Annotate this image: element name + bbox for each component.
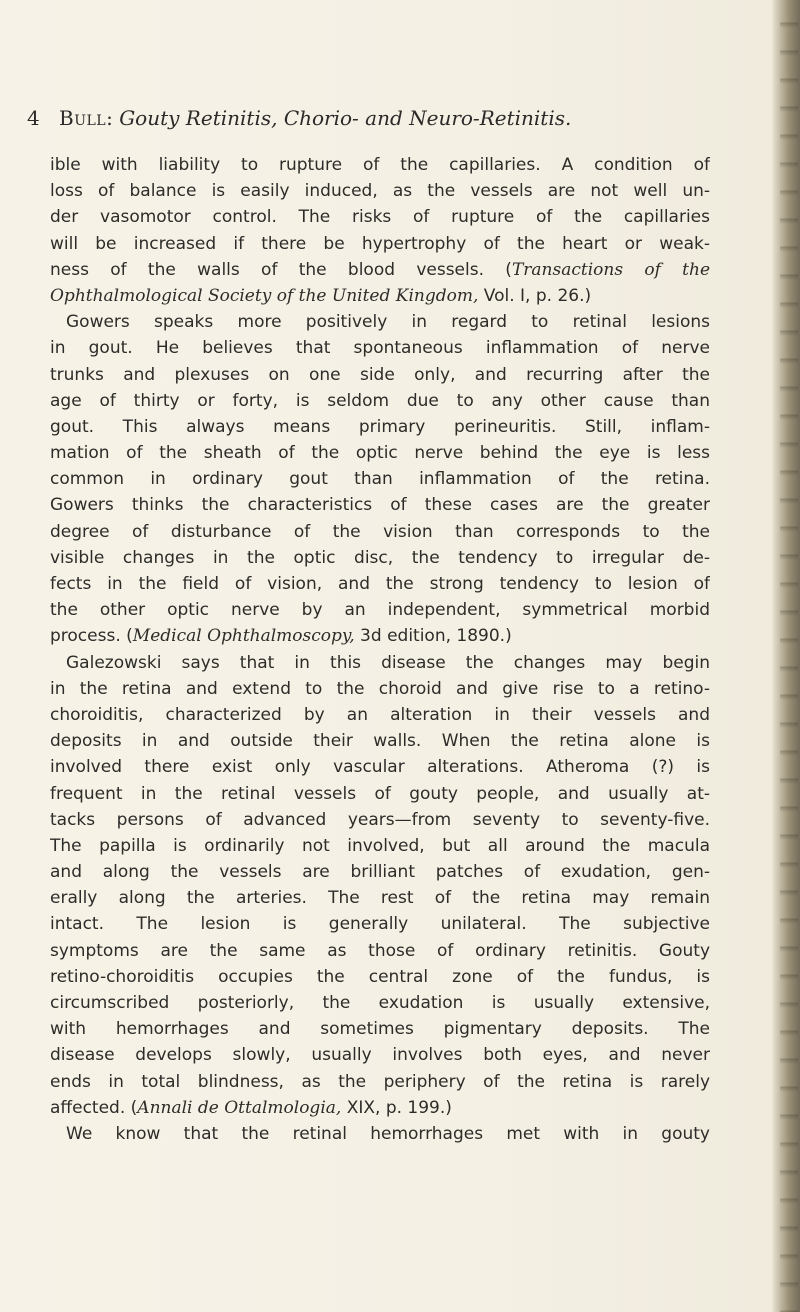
text-segment: in the retina and extend to the choroid and give rise to a retino-	[50, 678, 710, 699]
text-segment: circumscribed posteriorly, the exudation is usually extensive,	[50, 993, 710, 1013]
citation-italic: Annali de Ottalmologia,	[137, 1097, 342, 1118]
text-line	[50, 335, 710, 361]
text-segment: intact. The lesion is generally unilateral. The subjective	[50, 914, 710, 935]
text-segment: XIX, p. 199.)	[341, 1097, 452, 1118]
body-text	[50, 152, 710, 1147]
text-segment: deposits in and outside their walls. When the retina alone is	[50, 731, 710, 752]
text-segment: visible changes in the optic disc, the tendency to irregular de-	[50, 547, 710, 568]
text-segment: der vasomotor control. The risks of rupture of the capillaries	[50, 207, 710, 228]
text-segment: loss of balance is easily induced, as the vessels are not well un-	[50, 181, 710, 202]
text-line	[50, 1069, 710, 1095]
text-segment: in gout. He believes that spontaneous inflammation of nerve	[50, 338, 710, 359]
text-segment: involved there exist only vascular alterations. Atheroma (?) is	[50, 757, 710, 778]
text-line	[50, 597, 710, 623]
text-line	[50, 492, 710, 518]
running-header	[27, 105, 747, 131]
text-line	[50, 1095, 710, 1121]
text-segment: common in ordinary gout than inflammation of the retina.	[50, 469, 710, 490]
text-segment: Vol. I, p. 26.)	[478, 285, 592, 306]
text-line	[50, 754, 710, 780]
text-line	[50, 571, 710, 597]
text-line	[50, 781, 710, 807]
text-segment: degree of disturbance of the vision than corresponds to the	[50, 521, 710, 542]
text-line	[50, 257, 710, 283]
text-line	[50, 885, 710, 911]
text-segment: Gowers speaks more positively in regard to retinal lesions	[66, 312, 710, 333]
text-segment: symptoms are the same as those of ordinary retinitis. Gouty	[50, 940, 710, 961]
text-segment: We know that the retinal hemorrhages met with in gouty	[66, 1123, 710, 1144]
text-segment: frequent in the retinal vessels of gouty people, and usually at-	[50, 783, 710, 804]
text-line	[50, 414, 710, 440]
text-line	[50, 545, 710, 571]
citation-italic: Medical Ophthalmoscopy,	[132, 626, 355, 647]
text-line	[50, 283, 710, 309]
text-line	[50, 859, 710, 885]
text-line	[50, 362, 710, 388]
citation-italic: Transactions of the	[511, 259, 710, 280]
text-segment: ends in total blindness, as the periphery of the retina is rarely	[50, 1071, 710, 1092]
text-line	[50, 440, 710, 466]
text-segment: gout. This always means primary perineuritis. Still, inflam-	[50, 416, 710, 437]
text-segment: disease develops slowly, usually involves both eyes, and never	[50, 1045, 710, 1066]
text-segment: The papilla is ordinarily not involved, but all around the macula	[50, 835, 710, 856]
text-line	[50, 911, 710, 937]
text-segment: trunks and plexuses on one side only, and recurring after the	[50, 364, 710, 385]
text-line	[50, 702, 710, 728]
text-segment: ness of the walls of the blood vessels. (	[50, 259, 512, 280]
text-segment: affected. (	[50, 1097, 138, 1118]
citation-italic: Ophthalmological Society of the United Kingdom,	[50, 285, 479, 306]
text-line	[50, 309, 710, 335]
text-segment: with hemorrhages and sometimes pigmentary deposits. The	[50, 1019, 710, 1040]
text-segment: tacks persons of advanced years—from seventy to seventy-five.	[50, 809, 710, 830]
text-line	[50, 1042, 710, 1068]
header-separator: :	[106, 106, 113, 130]
text-segment: 3d edition, 1890.)	[354, 626, 512, 647]
text-line	[50, 728, 710, 754]
text-line	[50, 623, 710, 649]
text-segment: Gowers thinks the characteristics of these cases are the greater	[50, 495, 710, 516]
text-line	[50, 1016, 710, 1042]
text-line	[50, 990, 710, 1016]
text-line	[50, 1121, 710, 1147]
text-line	[50, 204, 710, 230]
page-edge-texture	[780, 0, 798, 1312]
text-segment: choroiditis, characterized by an alteration in their vessels and	[50, 704, 710, 725]
header-title: Gouty Retinitis, Chorio- and Neuro-Retinitis.	[119, 106, 572, 130]
text-segment: ible with liability to rupture of the capillaries. A condition of	[50, 155, 710, 175]
header-author: Bull	[59, 106, 107, 130]
text-segment: fects in the field of vision, and the strong tendency to lesion of	[50, 574, 710, 594]
text-segment: Galezowski says that in this disease the changes may begin	[66, 652, 710, 673]
text-segment: the other optic nerve by an independent, symmetrical morbid	[50, 600, 710, 621]
text-line	[50, 938, 710, 964]
text-segment: erally along the arteries. The rest of the retina may remain	[50, 888, 710, 909]
text-segment: will be increased if there be hypertrophy of the heart or weak-	[50, 233, 710, 254]
text-line	[50, 519, 710, 545]
text-line	[50, 676, 710, 702]
text-line	[50, 388, 710, 414]
text-line	[50, 964, 710, 990]
text-segment: age of thirty or forty, is seldom due to any other cause than	[50, 390, 710, 411]
text-segment: and along the vessels are brilliant patches of exudation, gen-	[50, 862, 710, 883]
text-line	[50, 833, 710, 859]
text-line	[50, 231, 710, 257]
text-line	[50, 178, 710, 204]
text-line	[50, 650, 710, 676]
text-segment: process. (	[50, 626, 133, 647]
text-line	[50, 466, 710, 492]
text-line	[50, 807, 710, 833]
text-segment: retino-choroiditis occupies the central zone of the fundus, is	[50, 966, 710, 987]
text-line	[50, 152, 710, 178]
page-number: 4	[27, 106, 40, 130]
text-segment: mation of the sheath of the optic nerve behind the eye is less	[50, 443, 710, 464]
